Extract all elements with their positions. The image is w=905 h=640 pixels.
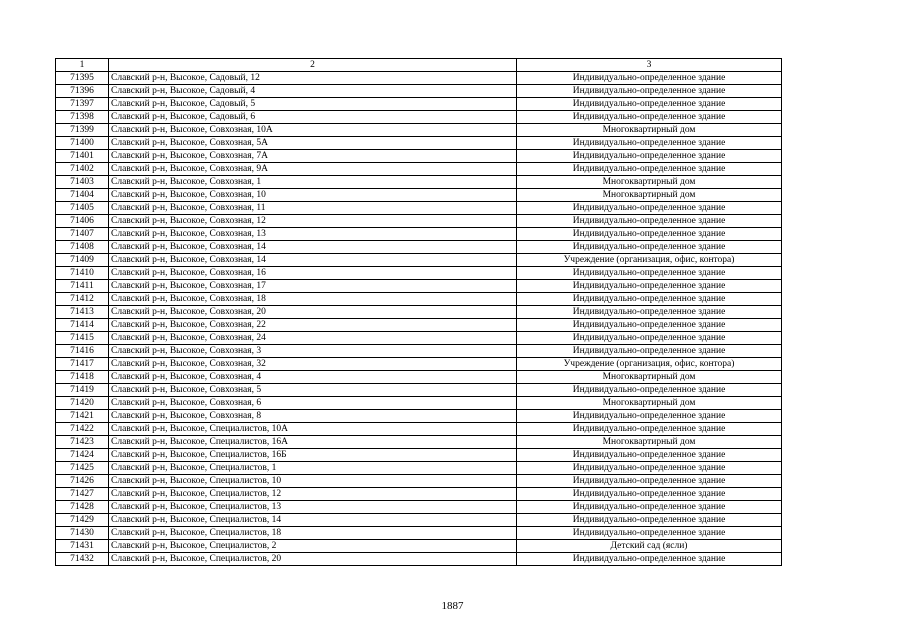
table-row bbox=[56, 202, 782, 215]
row-id-cell: 71410 bbox=[56, 267, 109, 280]
row-id-cell: 71417 bbox=[56, 358, 109, 371]
table-row bbox=[56, 410, 782, 423]
table-row bbox=[56, 358, 782, 371]
row-id-cell: 71407 bbox=[56, 228, 109, 241]
table-row bbox=[56, 371, 782, 384]
row-id-cell: 71403 bbox=[56, 176, 109, 189]
row-id-cell: 71399 bbox=[56, 124, 109, 137]
row-id-cell: 71408 bbox=[56, 241, 109, 254]
row-id-cell: 71411 bbox=[56, 280, 109, 293]
column-header-1: 1 bbox=[56, 59, 109, 72]
table-row bbox=[56, 254, 782, 267]
row-id-cell: 71397 bbox=[56, 98, 109, 111]
table-row bbox=[56, 111, 782, 124]
row-address-cell: Славский р-н, Высокое, Специалистов, 16А bbox=[109, 436, 517, 449]
table-row bbox=[56, 488, 782, 501]
row-address-cell: Славский р-н, Высокое, Совхозная, 14 bbox=[109, 254, 517, 267]
row-address-cell: Славский р-н, Высокое, Совхозная, 16 bbox=[109, 267, 517, 280]
row-address-cell: Славский р-н, Высокое, Специалистов, 13 bbox=[109, 501, 517, 514]
table-row bbox=[56, 397, 782, 410]
row-type-cell: Индивидуально-определенное здание bbox=[517, 150, 782, 163]
table-row bbox=[56, 137, 782, 150]
row-id-cell: 71406 bbox=[56, 215, 109, 228]
row-address-cell: Славский р-н, Высокое, Специалистов, 18 bbox=[109, 527, 517, 540]
table-row bbox=[56, 228, 782, 241]
row-type-cell: Многоквартирный дом bbox=[517, 371, 782, 384]
table-row bbox=[56, 150, 782, 163]
row-address-cell: Славский р-н, Высокое, Садовый, 5 bbox=[109, 98, 517, 111]
row-address-cell: Славский р-н, Высокое, Садовый, 6 bbox=[109, 111, 517, 124]
row-id-cell: 71409 bbox=[56, 254, 109, 267]
row-id-cell: 71422 bbox=[56, 423, 109, 436]
row-id-cell: 71431 bbox=[56, 540, 109, 553]
row-type-cell: Индивидуально-определенное здание bbox=[517, 98, 782, 111]
table-row bbox=[56, 124, 782, 137]
row-id-cell: 71426 bbox=[56, 475, 109, 488]
row-id-cell: 71432 bbox=[56, 553, 109, 566]
row-id-cell: 71423 bbox=[56, 436, 109, 449]
table-row bbox=[56, 241, 782, 254]
row-id-cell: 71402 bbox=[56, 163, 109, 176]
row-type-cell: Многоквартирный дом bbox=[517, 176, 782, 189]
row-type-cell: Индивидуально-определенное здание bbox=[517, 306, 782, 319]
table-row bbox=[56, 280, 782, 293]
row-address-cell: Славский р-н, Высокое, Совхозная, 17 bbox=[109, 280, 517, 293]
row-address-cell: Славский р-н, Высокое, Совхозная, 18 bbox=[109, 293, 517, 306]
row-address-cell: Славский р-н, Высокое, Совхозная, 3 bbox=[109, 345, 517, 358]
table-row bbox=[56, 436, 782, 449]
row-id-cell: 71425 bbox=[56, 462, 109, 475]
row-id-cell: 71405 bbox=[56, 202, 109, 215]
table-row bbox=[56, 475, 782, 488]
row-type-cell: Индивидуально-определенное здание bbox=[517, 410, 782, 423]
row-type-cell: Индивидуально-определенное здание bbox=[517, 475, 782, 488]
row-type-cell: Индивидуально-определенное здание bbox=[517, 267, 782, 280]
row-address-cell: Славский р-н, Высокое, Совхозная, 10А bbox=[109, 124, 517, 137]
table-row bbox=[56, 319, 782, 332]
row-type-cell: Индивидуально-определенное здание bbox=[517, 215, 782, 228]
row-type-cell: Индивидуально-определенное здание bbox=[517, 202, 782, 215]
row-id-cell: 71404 bbox=[56, 189, 109, 202]
row-address-cell: Славский р-н, Высокое, Специалистов, 1 bbox=[109, 462, 517, 475]
row-address-cell: Славский р-н, Высокое, Совхозная, 1 bbox=[109, 176, 517, 189]
row-address-cell: Славский р-н, Высокое, Специалистов, 2 bbox=[109, 540, 517, 553]
column-header-2: 2 bbox=[109, 59, 517, 72]
row-type-cell: Индивидуально-определенное здание bbox=[517, 332, 782, 345]
row-type-cell: Индивидуально-определенное здание bbox=[517, 514, 782, 527]
row-address-cell: Славский р-н, Высокое, Совхозная, 4 bbox=[109, 371, 517, 384]
row-type-cell: Детский сад (ясли) bbox=[517, 540, 782, 553]
row-address-cell: Славский р-н, Высокое, Совхозная, 8 bbox=[109, 410, 517, 423]
row-id-cell: 71396 bbox=[56, 85, 109, 98]
row-address-cell: Славский р-н, Высокое, Совхозная, 11 bbox=[109, 202, 517, 215]
row-type-cell: Индивидуально-определенное здание bbox=[517, 488, 782, 501]
row-id-cell: 71401 bbox=[56, 150, 109, 163]
row-type-cell: Индивидуально-определенное здание bbox=[517, 527, 782, 540]
row-address-cell: Славский р-н, Высокое, Специалистов, 16Б bbox=[109, 449, 517, 462]
table-row bbox=[56, 423, 782, 436]
table-row bbox=[56, 215, 782, 228]
row-id-cell: 71428 bbox=[56, 501, 109, 514]
row-type-cell: Учреждение (организация, офис, контора) bbox=[517, 358, 782, 371]
row-id-cell: 71430 bbox=[56, 527, 109, 540]
row-address-cell: Славский р-н, Высокое, Совхозная, 32 bbox=[109, 358, 517, 371]
row-address-cell: Славский р-н, Высокое, Специалистов, 10 bbox=[109, 475, 517, 488]
row-type-cell: Многоквартирный дом bbox=[517, 397, 782, 410]
row-type-cell: Индивидуально-определенное здание bbox=[517, 163, 782, 176]
table-row bbox=[56, 98, 782, 111]
table-row bbox=[56, 540, 782, 553]
row-address-cell: Славский р-н, Высокое, Совхозная, 7А bbox=[109, 150, 517, 163]
row-type-cell: Индивидуально-определенное здание bbox=[517, 384, 782, 397]
row-id-cell: 71395 bbox=[56, 72, 109, 85]
row-type-cell: Многоквартирный дом bbox=[517, 124, 782, 137]
row-id-cell: 71412 bbox=[56, 293, 109, 306]
row-address-cell: Славский р-н, Высокое, Специалистов, 10А bbox=[109, 423, 517, 436]
row-id-cell: 71421 bbox=[56, 410, 109, 423]
table-row bbox=[56, 267, 782, 280]
row-type-cell: Индивидуально-определенное здание bbox=[517, 241, 782, 254]
row-type-cell: Индивидуально-определенное здание bbox=[517, 462, 782, 475]
row-type-cell: Индивидуально-определенное здание bbox=[517, 111, 782, 124]
row-id-cell: 71414 bbox=[56, 319, 109, 332]
table-row bbox=[56, 384, 782, 397]
row-address-cell: Славский р-н, Высокое, Специалистов, 20 bbox=[109, 553, 517, 566]
row-address-cell: Славский р-н, Высокое, Специалистов, 12 bbox=[109, 488, 517, 501]
row-type-cell: Индивидуально-определенное здание bbox=[517, 85, 782, 98]
table-header-row bbox=[56, 59, 782, 72]
row-id-cell: 71424 bbox=[56, 449, 109, 462]
table-row bbox=[56, 163, 782, 176]
row-address-cell: Славский р-н, Высокое, Совхозная, 22 bbox=[109, 319, 517, 332]
row-address-cell: Славский р-н, Высокое, Совхозная, 24 bbox=[109, 332, 517, 345]
row-type-cell: Многоквартирный дом bbox=[517, 189, 782, 202]
row-id-cell: 71429 bbox=[56, 514, 109, 527]
row-id-cell: 71416 bbox=[56, 345, 109, 358]
row-id-cell: 71413 bbox=[56, 306, 109, 319]
row-type-cell: Индивидуально-определенное здание bbox=[517, 449, 782, 462]
row-type-cell: Индивидуально-определенное здание bbox=[517, 345, 782, 358]
registry-table bbox=[55, 58, 782, 566]
row-type-cell: Индивидуально-определенное здание bbox=[517, 423, 782, 436]
row-type-cell: Индивидуально-определенное здание bbox=[517, 501, 782, 514]
row-id-cell: 71418 bbox=[56, 371, 109, 384]
row-address-cell: Славский р-н, Высокое, Совхозная, 12 bbox=[109, 215, 517, 228]
row-type-cell: Индивидуально-определенное здание bbox=[517, 553, 782, 566]
table-row bbox=[56, 189, 782, 202]
row-type-cell: Индивидуально-определенное здание bbox=[517, 319, 782, 332]
row-type-cell: Учреждение (организация, офис, контора) bbox=[517, 254, 782, 267]
table-row bbox=[56, 449, 782, 462]
row-id-cell: 71427 bbox=[56, 488, 109, 501]
table-row bbox=[56, 345, 782, 358]
table-row bbox=[56, 293, 782, 306]
table-row bbox=[56, 85, 782, 98]
row-address-cell: Славский р-н, Высокое, Совхозная, 9А bbox=[109, 163, 517, 176]
row-address-cell: Славский р-н, Высокое, Совхозная, 10 bbox=[109, 189, 517, 202]
row-type-cell: Индивидуально-определенное здание bbox=[517, 72, 782, 85]
row-type-cell: Индивидуально-определенное здание bbox=[517, 293, 782, 306]
row-id-cell: 71398 bbox=[56, 111, 109, 124]
row-address-cell: Славский р-н, Высокое, Совхозная, 5 bbox=[109, 384, 517, 397]
row-address-cell: Славский р-н, Высокое, Совхозная, 13 bbox=[109, 228, 517, 241]
table-body bbox=[56, 72, 782, 566]
row-address-cell: Славский р-н, Высокое, Совхозная, 6 bbox=[109, 397, 517, 410]
row-address-cell: Славский р-н, Высокое, Совхозная, 20 bbox=[109, 306, 517, 319]
table-row bbox=[56, 553, 782, 566]
row-id-cell: 71415 bbox=[56, 332, 109, 345]
row-type-cell: Индивидуально-определенное здание bbox=[517, 137, 782, 150]
column-header-3: 3 bbox=[517, 59, 782, 72]
row-address-cell: Славский р-н, Высокое, Садовый, 12 bbox=[109, 72, 517, 85]
row-address-cell: Славский р-н, Высокое, Садовый, 4 bbox=[109, 85, 517, 98]
table-row bbox=[56, 332, 782, 345]
table-row bbox=[56, 501, 782, 514]
row-address-cell: Славский р-н, Высокое, Совхозная, 5А bbox=[109, 137, 517, 150]
row-type-cell: Многоквартирный дом bbox=[517, 436, 782, 449]
table-row bbox=[56, 72, 782, 85]
row-address-cell: Славский р-н, Высокое, Специалистов, 14 bbox=[109, 514, 517, 527]
row-type-cell: Индивидуально-определенное здание bbox=[517, 280, 782, 293]
row-id-cell: 71419 bbox=[56, 384, 109, 397]
table-row bbox=[56, 306, 782, 319]
row-address-cell: Славский р-н, Высокое, Совхозная, 14 bbox=[109, 241, 517, 254]
row-id-cell: 71420 bbox=[56, 397, 109, 410]
table-row bbox=[56, 176, 782, 189]
row-id-cell: 71400 bbox=[56, 137, 109, 150]
table-row bbox=[56, 462, 782, 475]
table-row bbox=[56, 514, 782, 527]
table-row bbox=[56, 527, 782, 540]
page-number: 1887 bbox=[441, 600, 464, 612]
row-type-cell: Индивидуально-определенное здание bbox=[517, 228, 782, 241]
